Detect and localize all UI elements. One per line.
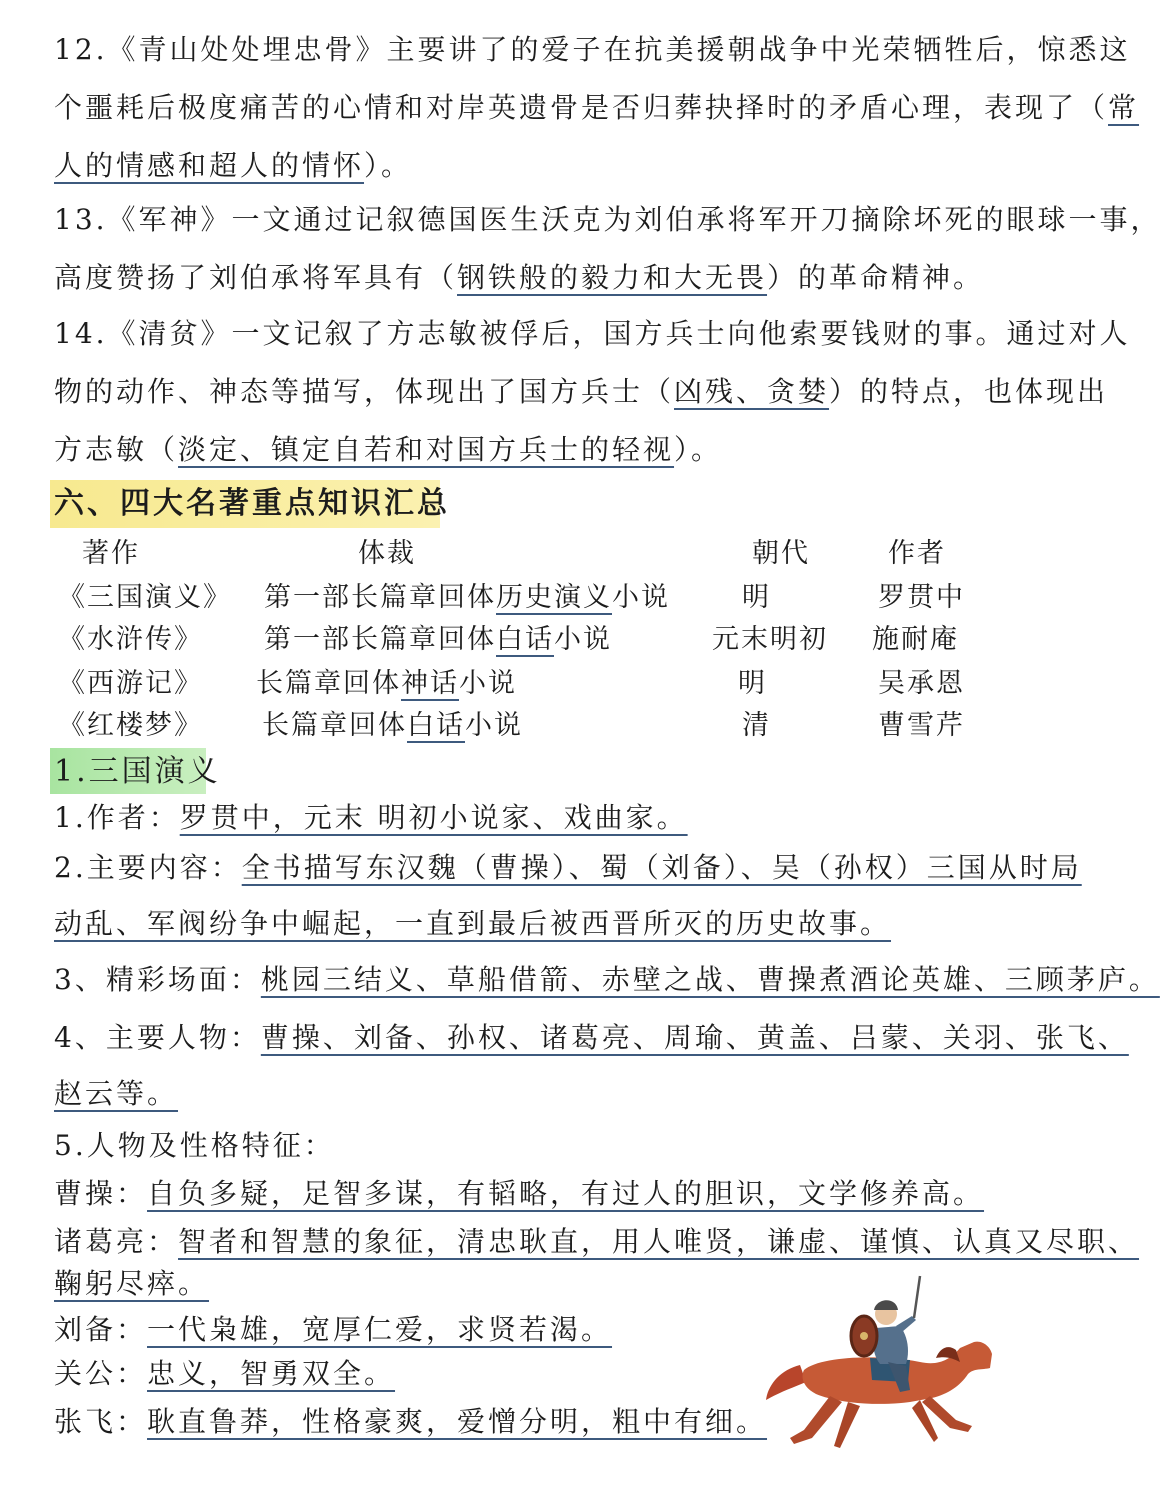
item-13-line-1: 13.《军神》一文通过记叙德国医生沃克为刘伯承将军开刀摘除坏死的眼球一事， xyxy=(54,203,1162,236)
genre-suffix: 小说 xyxy=(465,710,523,741)
item-12-close: ）。 xyxy=(364,149,413,182)
trait-caocao xyxy=(54,1174,984,1214)
genre-key: 历史演义 xyxy=(496,582,612,613)
item-12-line-1: 12.《青山处处埋忠骨》主要讲了的爱子在抗美援朝战争中光荣牺牲后，惊悉这 xyxy=(54,33,1131,66)
genre-key: 神话 xyxy=(401,668,459,699)
col-header-dynasty: 朝代 xyxy=(752,538,810,569)
item-14-mid: ）的特点，也体现出 xyxy=(829,375,1109,408)
sanguo-characters-line-1 xyxy=(54,1018,1129,1058)
item-14-answer-1: 凶残、贪婪 xyxy=(674,375,830,408)
genre-key: 白话 xyxy=(496,624,554,655)
table-row-dynasty: 元末明初 xyxy=(712,624,828,655)
content-value-1: 全书描写东汉魏（曹操）、蜀（刘备）、吴（孙权）三国从时局 xyxy=(241,851,1082,884)
col-header-author: 作者 xyxy=(888,538,946,569)
table-row-author: 罗贯中 xyxy=(878,582,965,613)
trait-desc-cont: 鞠躬尽瘁。 xyxy=(54,1267,210,1300)
author-value: 罗贯中，元末 明初小说家、戏曲家。 xyxy=(179,801,688,834)
trait-desc: 耿直鲁莽，性格豪爽，爱憎分明，粗中有细。 xyxy=(147,1405,768,1438)
author-label: 1.作者： xyxy=(54,801,180,834)
table-row-work: 《三国演义》 xyxy=(58,582,232,613)
trait-desc: 自负多疑，足智多谋，有韬略，有过人的胆识，文学修养高。 xyxy=(147,1177,985,1210)
item-12-answer: 人的情感和超人的情怀 xyxy=(54,149,365,182)
table-row-genre xyxy=(264,580,670,616)
table-row-genre xyxy=(264,622,612,658)
trait-name: 诸葛亮： xyxy=(54,1225,179,1258)
scenes-label: 3、精彩场面： xyxy=(54,963,261,996)
item-14-line-3 xyxy=(54,430,722,470)
sanguo-author xyxy=(54,798,688,838)
genre-prefix: 第一部长篇章回体 xyxy=(264,624,496,655)
trait-desc: 一代枭雄，宽厚仁爱，求贤若渴。 xyxy=(147,1313,613,1346)
item-14-line-2 xyxy=(54,372,1108,412)
item-14-answer-2: 淡定、镇定自若和对国方兵士的轻视 xyxy=(178,433,675,466)
sanguo-content-line-2 xyxy=(54,904,891,944)
item-12-line-3 xyxy=(54,146,412,186)
item-13-close: ）的革命精神。 xyxy=(767,261,985,294)
item-13-text: 高度赞扬了刘伯承将军具有（ xyxy=(54,261,458,294)
table-row-genre xyxy=(262,708,523,744)
table-row-work: 《西游记》 xyxy=(58,668,203,699)
trait-guangong xyxy=(54,1354,395,1394)
sanguo-characters-line-2 xyxy=(54,1074,178,1114)
table-row-author: 吴承恩 xyxy=(878,668,965,699)
trait-name: 刘备： xyxy=(54,1313,148,1346)
item-12-answer-start: 常 xyxy=(1108,91,1140,124)
sanguo-content-line-1 xyxy=(54,848,1082,888)
trait-name: 关公： xyxy=(54,1357,148,1390)
item-14-text: 物的动作、神态等描写，体现出了国方兵士（ xyxy=(54,375,675,408)
sanguo-scenes xyxy=(54,960,1160,1000)
trait-name: 曹操： xyxy=(54,1177,148,1210)
table-row-dynasty: 清 xyxy=(742,710,771,741)
table-row-dynasty: 明 xyxy=(738,668,767,699)
table-row-work: 《水浒传》 xyxy=(58,624,203,655)
trait-zhugeliang-cont xyxy=(54,1264,209,1304)
genre-key: 白话 xyxy=(407,710,465,741)
trait-liubei xyxy=(54,1310,612,1350)
genre-suffix: 小说 xyxy=(459,668,517,699)
trait-zhangfei xyxy=(54,1402,767,1442)
mounted-warrior-icon xyxy=(760,1270,1000,1480)
table-row-author: 施耐庵 xyxy=(872,624,959,655)
table-row-genre xyxy=(256,666,517,702)
item-13-line-2 xyxy=(54,258,984,298)
genre-prefix: 长篇章回体 xyxy=(262,710,407,741)
trait-desc: 智者和智慧的象征，清忠耿直，用人唯贤，谦虚、谨慎、认真又尽职、 xyxy=(178,1225,1140,1258)
genre-suffix: 小说 xyxy=(554,624,612,655)
col-header-work: 著作 xyxy=(82,538,140,569)
trait-zhugeliang xyxy=(54,1222,1139,1262)
genre-prefix: 长篇章回体 xyxy=(256,668,401,699)
table-row-work: 《红楼梦》 xyxy=(58,710,203,741)
trait-name: 张飞： xyxy=(54,1405,148,1438)
genre-suffix: 小说 xyxy=(612,582,670,613)
characters-value-2: 赵云等。 xyxy=(54,1077,179,1110)
trait-desc: 忠义，智勇双全。 xyxy=(147,1357,396,1390)
content-label: 2.主要内容： xyxy=(54,851,242,884)
characters-label: 4、主要人物： xyxy=(54,1021,261,1054)
col-header-genre: 体裁 xyxy=(358,538,416,569)
item-12-text: 个噩耗后极度痛苦的心情和对岸英遗骨是否归葬抉择时的矛盾心理，表现了（ xyxy=(54,91,1109,124)
item-13-answer: 钢铁般的毅力和大无畏 xyxy=(457,261,768,294)
traits-title: 5.人物及性格特征： xyxy=(54,1129,335,1162)
item-14-close: ）。 xyxy=(674,433,723,466)
scenes-value: 桃园三结义、草船借箭、赤壁之战、曹操煮酒论英雄、三顾茅庐。 xyxy=(260,963,1160,996)
table-row-author: 曹雪芹 xyxy=(878,710,965,741)
content-value-2: 动乱、军阀纷争中崛起，一直到最后被西晋所灭的历史故事。 xyxy=(54,907,892,940)
item-14-line-1: 14.《清贫》一文记叙了方志敏被俘后，国方兵士向他索要钱财的事。通过对人 xyxy=(54,317,1131,350)
sanguo-title: 1.三国演义 xyxy=(54,754,221,789)
table-row-dynasty: 明 xyxy=(742,582,771,613)
characters-value-1: 曹操、刘备、孙权、诸葛亮、周瑜、黄盖、吕蒙、关羽、张飞、 xyxy=(260,1021,1129,1054)
item-14-text-2: 方志敏（ xyxy=(54,433,179,466)
genre-prefix: 第一部长篇章回体 xyxy=(264,582,496,613)
section-6-title: 六、四大名著重点知识汇总 xyxy=(54,486,450,521)
item-12-line-2 xyxy=(54,88,1139,128)
